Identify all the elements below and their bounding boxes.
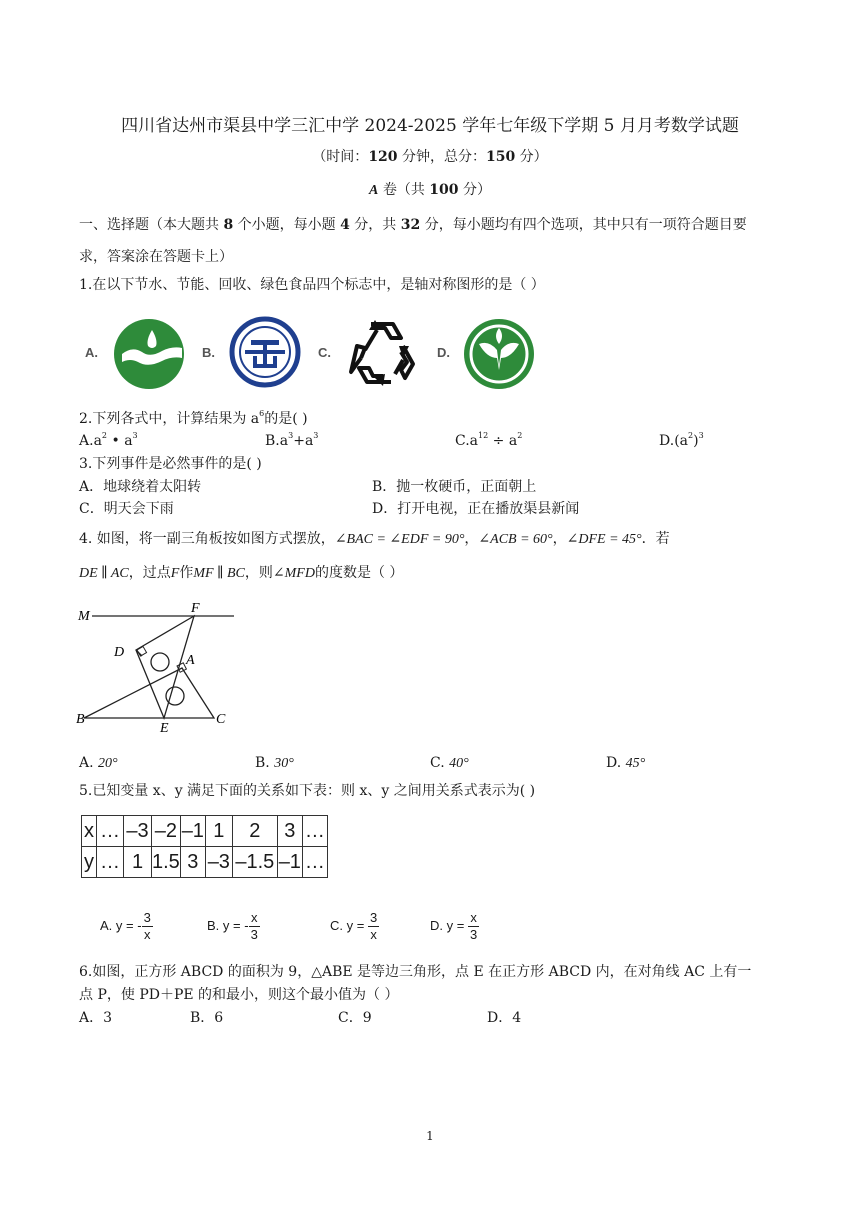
q1-option-b-label: B. [202, 345, 215, 360]
exam-time-info: （时间：120 分钟，总分：150 分） [312, 149, 548, 165]
q2-option-c: $C.a^{12} \div a^2$ [455, 431, 523, 449]
table-cell: –1.5 [232, 847, 277, 878]
table-row [82, 816, 328, 847]
q2-option-a: $A.a^2$ • $a^3$ [79, 431, 138, 449]
q4-option-c: C. 40° [430, 755, 469, 771]
table-cell: 1 [124, 847, 152, 878]
question-2-stem: 2.下列各式中，计算结果为 $a^6$的是( ) [79, 409, 308, 427]
question-4-line1: 4. 如图，将一副三角板按如图方式摆放，∠BAC = ∠EDF = 90°，∠ACB = 60°，∠DFE = 45°．若 [79, 531, 670, 547]
q3-option-d: D．打开电视，正在播放渠县新闻 [372, 501, 580, 517]
table-cell: y [82, 847, 97, 878]
q3-option-a: A．地球绕着太阳转 [79, 479, 202, 495]
question-6-line2: 点 P，使 PD＋PE 的和最小，则这个最小值为（ ） [79, 987, 399, 1003]
table-cell: 1.5 [152, 847, 181, 878]
table-cell: –1 [180, 816, 205, 847]
table-cell: … [302, 816, 327, 847]
label-d: D [114, 645, 125, 660]
table-cell: –2 [152, 816, 181, 847]
question-1-stem: 1.在以下节水、节能、回收、绿色食品四个标志中，是轴对称图形的是（ ） [79, 277, 545, 293]
label-c: C [216, 712, 226, 727]
q1-option-a-label: A. [85, 345, 98, 360]
q2-option-d: $D.(a^2)^3$ [659, 431, 704, 449]
q2-option-b: $B.a^3+a^3$ [265, 431, 319, 449]
question-5-stem: 5.已知变量 x、y 满足下面的关系如下表：则 x、y 之间用关系式表示为( ) [79, 783, 536, 799]
q5-xy-table [81, 815, 328, 878]
table-cell: 3 [180, 847, 205, 878]
label-e: E [160, 721, 169, 736]
label-f: F [191, 601, 200, 616]
table-cell: 2 [232, 816, 277, 847]
table-cell: –3 [205, 847, 232, 878]
label-a: A [186, 653, 195, 668]
recycling-logo-icon [347, 316, 417, 388]
table-cell: –1 [277, 847, 302, 878]
table-cell: x [82, 816, 97, 847]
water-saving-logo-icon [112, 318, 186, 390]
energy-saving-logo-icon [229, 316, 301, 388]
q5-option-a: A. y = - $\frac{3}{x}$ [100, 910, 151, 942]
page-number: 1 [426, 1129, 434, 1143]
section-a-heading: A 卷（共 100 分） [369, 182, 491, 198]
circle-upper [151, 653, 169, 671]
triangle-abc [84, 668, 214, 718]
table-cell: 3 [277, 816, 302, 847]
green-food-logo-icon [463, 318, 535, 390]
circle-lower [166, 687, 184, 705]
table-cell: 1 [205, 816, 232, 847]
q5-option-d: D. y = $\frac{x}{3}$ [430, 910, 478, 942]
question-4-line2: DE ∥ AC，过点F作MF ∥ BC，则∠MFD的度数是（ ） [79, 565, 404, 581]
table-cell: … [97, 816, 124, 847]
table-cell: … [97, 847, 124, 878]
q6-option-a: A．3 [79, 1010, 113, 1026]
table-row [82, 847, 328, 878]
q1-option-d-label: D. [437, 345, 450, 360]
table-cell: … [302, 847, 327, 878]
q5-option-c: C. y = $\frac{3}{x}$ [330, 910, 378, 942]
q4-option-b: B. 30° [255, 755, 294, 771]
q6-option-b: B．6 [190, 1010, 224, 1026]
q6-option-d: D．4 [487, 1010, 522, 1026]
label-m: M [78, 609, 90, 624]
q4-option-d: D. 45° [606, 755, 646, 771]
page-title: 四川省达州市渠县中学三汇中学 2024-2025 学年七年级下学期 5 月月考数学试题 [121, 116, 739, 136]
question-6-line1: 6.如图，正方形 ABCD 的面积为 9，△ABE 是等边三角形，点 E 在正方形 ABCD 内，在对角线 AC 上有一 [79, 964, 752, 980]
q1-option-c-label: C. [318, 345, 331, 360]
instructions-line1: 一、选择题（本大题共 8 个小题，每小题 4 分，共 32 分，每小题均有四个选项，其中只有一项符合题目要 [79, 217, 747, 233]
question-3-stem: 3.下列事件是必然事件的是( ) [79, 456, 262, 472]
q3-option-b: B．抛一枚硬币，正面朝上 [372, 479, 537, 495]
q4-triangle-figure [74, 598, 244, 740]
q5-option-b: B. y = - $\frac{x}{3}$ [207, 910, 258, 942]
label-b: B [76, 712, 85, 727]
table-cell: –3 [124, 816, 152, 847]
q4-option-a: A. 20° [79, 755, 118, 771]
q6-option-c: C．9 [338, 1010, 372, 1026]
instructions-line2: 求，答案涂在答题卡上） [79, 249, 233, 265]
q3-option-c: C．明天会下雨 [79, 501, 174, 517]
